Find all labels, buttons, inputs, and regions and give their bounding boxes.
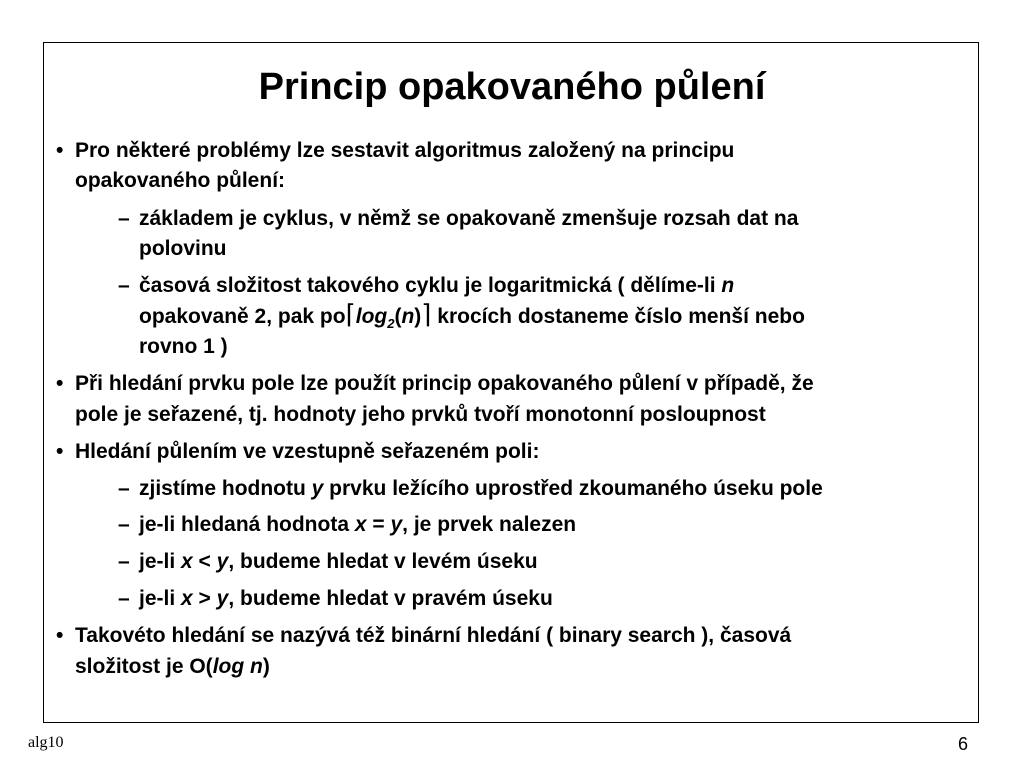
bullet-4-line-2 <box>75 654 270 680</box>
var-y: y <box>216 550 229 573</box>
sub-1-2-text: časová složitost takového cyklu je logaritmická ( dělíme-li <box>139 274 722 297</box>
sub-3-4-text: je-li <box>139 587 182 610</box>
sub-1-1-line-1: základem je cyklus, v němž se opakovaně zmenšuje rozsah dat na <box>139 207 799 230</box>
sub-3-3-text: , budeme hledat v levém úseku <box>228 550 538 573</box>
ceil-open: ⌈ <box>345 299 356 329</box>
sub-3-2-text: , je prvek nalezen <box>402 513 577 536</box>
dash-marker: – <box>118 587 130 610</box>
var-x: x <box>354 513 367 536</box>
bullet-marker: • <box>56 440 64 463</box>
ceil-close: ⌉ <box>421 299 432 329</box>
bullet-2-line-1: Při hledání prvku pole lze použít princip opakovaného půlení v případě, že <box>75 372 814 395</box>
sub-3-2-text: je-li hledaná hodnota <box>139 513 355 536</box>
var-x: x <box>181 550 193 573</box>
sub-1-2-line-1 <box>139 273 734 299</box>
log-base: 2 <box>387 316 395 331</box>
bullet-2-line-2: pole je seřazené, tj. hodnoty jeho prvků tvoří monotonní posloupnost <box>75 403 766 426</box>
operator: < <box>192 550 217 573</box>
sub-3-3-text: je-li <box>139 550 182 573</box>
dash-marker: – <box>118 477 130 500</box>
sub-1-2-text: krocích dostaneme číslo menší nebo <box>437 305 805 328</box>
bullet-4-text: ) <box>262 655 270 678</box>
sub-3-2 <box>139 512 576 538</box>
operator: = <box>366 513 391 536</box>
slide-title: Princip opakovaného půlení <box>258 66 766 108</box>
log-n: log n <box>212 655 263 678</box>
operator: > <box>192 587 217 610</box>
sub-1-2-line-3: rovno 1 ) <box>139 335 228 358</box>
sub-3-1-text: zjistíme hodnotu <box>139 477 312 500</box>
sub-3-4 <box>139 586 553 612</box>
page-number: 6 <box>958 734 969 754</box>
bullet-4-text: složitost je O( <box>75 655 213 678</box>
var-y: y <box>390 513 403 536</box>
bullet-4-line-1: Takovéto hledání se nazývá též binární hledání ( binary search ), časová <box>75 624 792 647</box>
bullet-marker: • <box>56 624 64 647</box>
sub-3-4-text: , budeme hledat v pravém úseku <box>228 587 553 610</box>
footer-course-label: alg10 <box>28 734 64 751</box>
bullet-1-line-1: Pro některé problémy lze sestavit algoritmus založený na principu <box>75 139 735 162</box>
var-y: y <box>216 587 229 610</box>
paren-close: ) <box>414 305 422 328</box>
dash-marker: – <box>118 207 130 230</box>
dash-marker: – <box>118 550 130 573</box>
bullet-marker: • <box>56 139 64 162</box>
bullet-marker: • <box>56 372 64 395</box>
sub-1-2-line-2 <box>139 299 805 337</box>
var-n: n <box>401 305 415 328</box>
sub-1-1-line-2: polovinu <box>139 237 227 260</box>
paren-open: ( <box>394 305 402 328</box>
sub-3-3 <box>139 549 538 575</box>
bullet-3-line-1: Hledání půlením ve vzestupně seřazeném poli: <box>75 440 540 463</box>
var-y: y <box>311 477 324 500</box>
var-n: n <box>721 274 735 297</box>
log-function: log <box>355 305 388 328</box>
dash-marker: – <box>118 513 130 536</box>
dash-marker: – <box>118 274 130 297</box>
sub-1-2-text: opakovaně 2, pak po <box>139 305 346 328</box>
bullet-1-line-2: opakovaného půlení: <box>75 169 286 192</box>
sub-3-1-text: prvku ležícího uprostřed zkoumaného úseku pole <box>323 477 823 500</box>
sub-3-1 <box>139 476 823 502</box>
var-x: x <box>181 587 193 610</box>
